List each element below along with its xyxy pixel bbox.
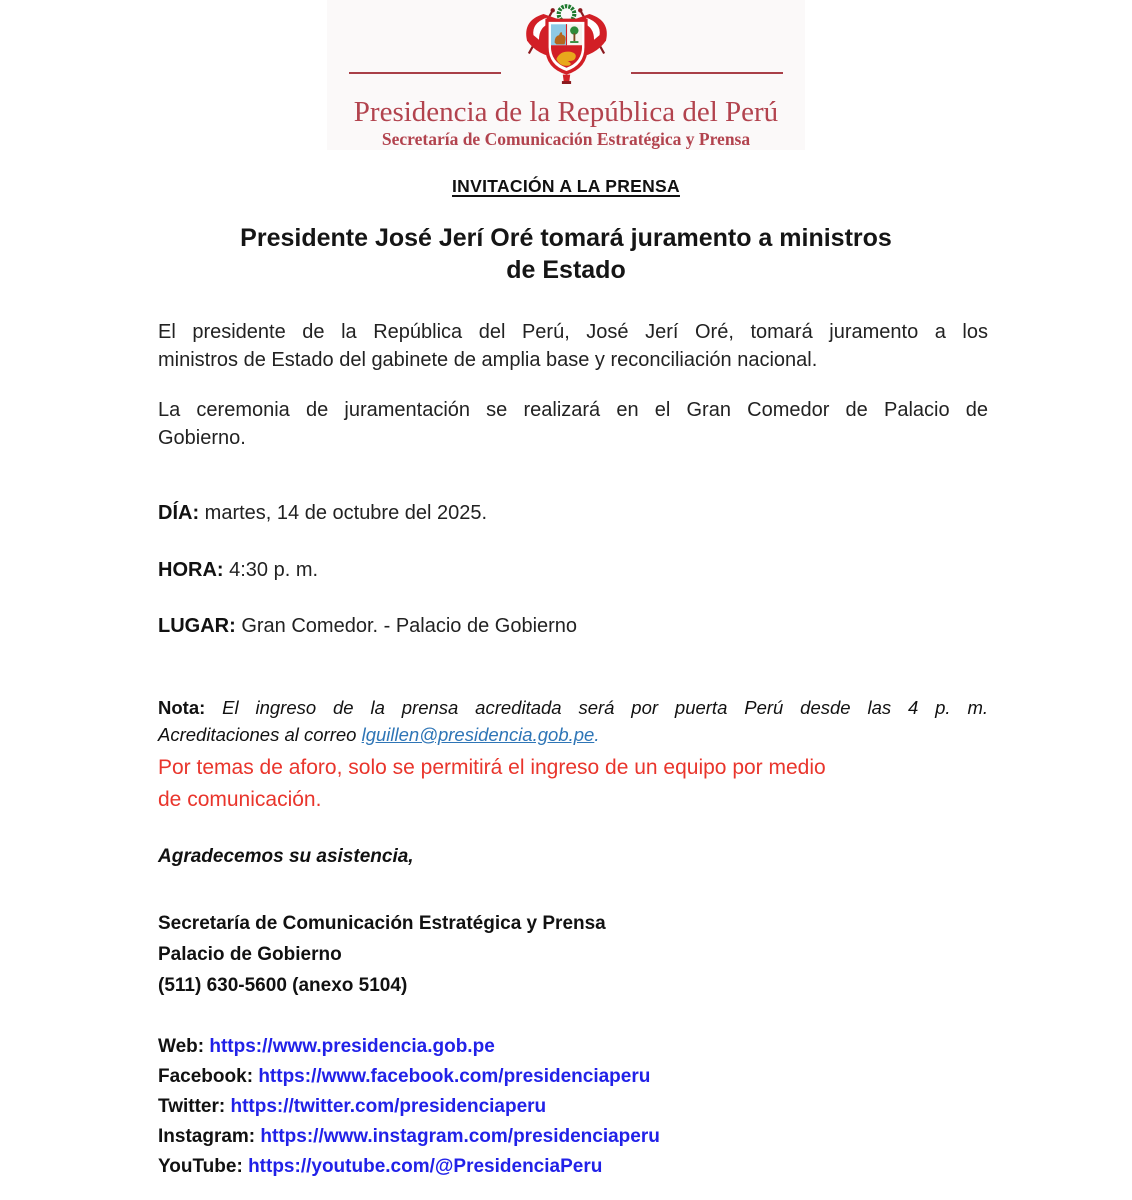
note-text: El ingreso de la prensa acreditada será por puerta Perú desde las 4 p. m.	[205, 697, 988, 718]
instagram-label: Instagram:	[158, 1126, 256, 1147]
facebook-link[interactable]: https://www.facebook.com/presidenciaperu	[258, 1066, 651, 1087]
social-row-twitter	[158, 1092, 988, 1122]
detail-time	[158, 559, 988, 582]
youtube-link[interactable]: https://youtube.com/@PresidenciaPeru	[248, 1156, 603, 1177]
instagram-link[interactable]: https://www.instagram.com/presidenciaperu	[260, 1126, 660, 1147]
twitter-label: Twitter:	[158, 1096, 226, 1117]
org-subtitle: Secretaría de Comunicación Estratégica y Prensa	[381, 129, 751, 149]
title-line-2: de Estado	[506, 256, 626, 284]
title-line-1: Presidente José Jerí Oré tomará juramento a ministros	[240, 224, 892, 252]
contact-phone: (511) 630-5600 (anexo 5104)	[158, 975, 408, 996]
left-divider-line	[349, 72, 501, 74]
day-value: martes, 14 de octubre del 2025.	[199, 502, 488, 524]
paragraph-line: El presidente de la República del Perú, José Jerí Oré, tomará juramento a los	[158, 321, 988, 343]
detail-place	[158, 615, 988, 638]
place-label: LUGAR:	[158, 615, 236, 637]
note-line-2	[158, 721, 988, 748]
web-link[interactable]: https://www.presidencia.gob.pe	[209, 1036, 495, 1057]
social-row-instagram	[158, 1122, 988, 1152]
closing-line: Agradecemos su asistencia,	[158, 846, 414, 867]
paragraph-line: La ceremonia de juramentación se realizará en el Gran Comedor de Palacio de	[158, 399, 988, 421]
capacity-notice-line-2: de comunicación.	[158, 788, 322, 811]
accreditation-email-link[interactable]: lguillen@presidencia.gob.pe	[361, 724, 595, 745]
letterhead	[327, 0, 805, 150]
time-label: HORA:	[158, 559, 224, 581]
right-divider-line	[631, 72, 783, 74]
capacity-notice-line-1: Por temas de aforo, solo se permitirá el ingreso de un equipo por medio	[158, 756, 826, 779]
contact-org: Secretaría de Comunicación Estratégica y Prensa	[158, 913, 606, 934]
paragraph-line: Gobierno.	[158, 427, 246, 449]
day-label: DÍA:	[158, 502, 200, 524]
facebook-label: Facebook:	[158, 1066, 254, 1087]
detail-day	[158, 502, 988, 525]
time-value: 4:30 p. m.	[223, 559, 319, 581]
twitter-link[interactable]: https://twitter.com/presidenciaperu	[230, 1096, 547, 1117]
youtube-label: YouTube:	[158, 1156, 243, 1177]
document-title	[0, 222, 1132, 286]
invitation-heading: INVITACIÓN A LA PRENSA	[452, 176, 680, 196]
contact-place: Palacio de Gobierno	[158, 944, 342, 965]
paragraph-line: ministros de Estado del gabinete de amplia base y reconciliación nacional.	[158, 349, 818, 371]
social-links	[158, 1032, 988, 1182]
org-name: Presidencia de la República del Perú	[353, 96, 779, 128]
note-line-1	[158, 694, 988, 721]
social-row-youtube	[158, 1152, 988, 1182]
note-label: Nota:	[158, 697, 206, 718]
capacity-notice	[158, 752, 988, 816]
web-label: Web:	[158, 1036, 205, 1057]
peru-coat-of-arms-icon	[516, 2, 617, 94]
social-row-web	[158, 1032, 988, 1062]
paragraph-lead	[158, 318, 988, 374]
contact-block	[158, 908, 988, 1001]
place-value: Gran Comedor. - Palacio de Gobierno	[235, 615, 578, 637]
paragraph-ceremony	[158, 396, 988, 452]
social-row-facebook	[158, 1062, 988, 1092]
press-note	[158, 694, 988, 748]
note-period: .	[594, 724, 600, 745]
note-accreditation-text: Acreditaciones al correo	[158, 724, 362, 745]
